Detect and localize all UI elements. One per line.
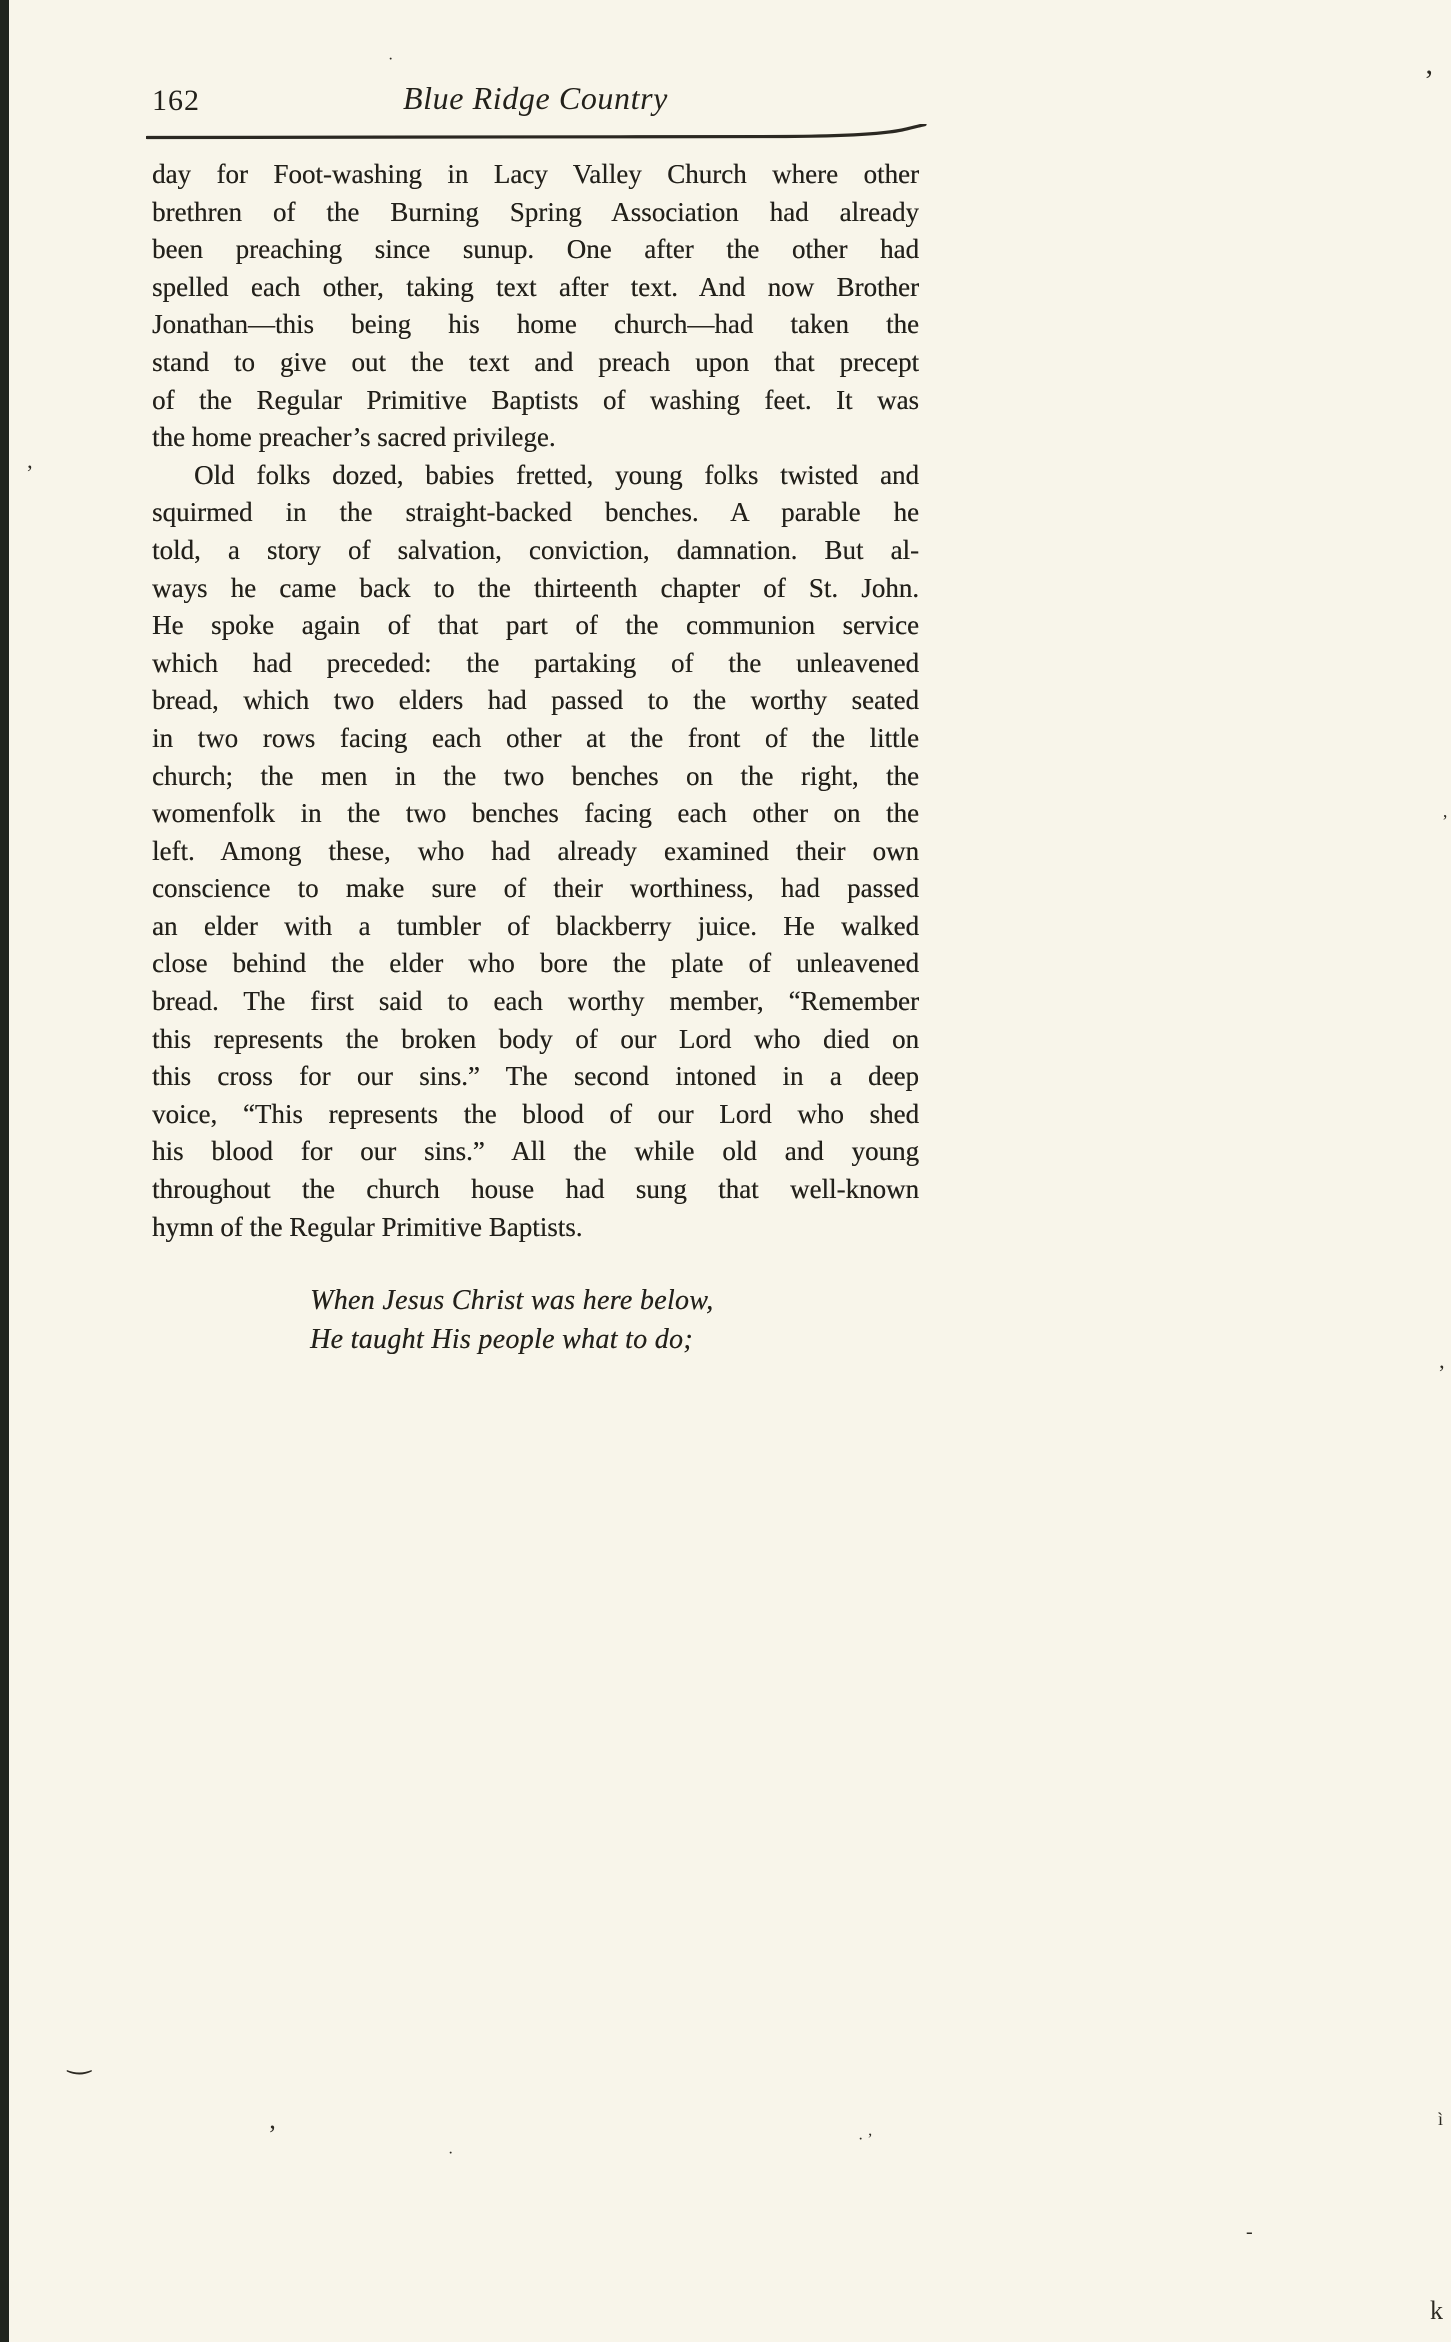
text-line: conscience to make sure of their worthiness, had passed	[152, 873, 919, 904]
text-line: which had preceded: the partaking of the unleavened	[152, 647, 919, 678]
text-line: stand to give out the text and preach upon that precept	[152, 346, 919, 377]
text-line: his blood for our sins.” All the while old and young	[152, 1136, 919, 1167]
text-line: been preaching since sunup. One after the other had	[152, 234, 919, 265]
scan-speck: -	[1246, 2221, 1253, 2243]
text-line: day for Foot-washing in Lacy Valley Church where other	[152, 159, 919, 189]
text-line: ways he came back to the thirteenth chapter of St. John.	[152, 572, 919, 603]
verse-line: When Jesus Christ was here below,	[310, 1285, 714, 1316]
text-line: voice, “This represents the blood of our Lord who shed	[152, 1098, 919, 1129]
text-line: this cross for our sins.” The second intoned in a deep	[152, 1061, 919, 1092]
scan-speck: ‿	[68, 2044, 91, 2075]
scan-speck: ’	[1424, 64, 1434, 97]
scan-speck: ·	[448, 2145, 454, 2162]
text-line: the home preacher’s sacred privilege.	[152, 422, 556, 453]
scan-speck: ’	[268, 2120, 277, 2149]
header-rule	[146, 124, 928, 142]
text-line: bread. The first said to each worthy member, “Remember	[152, 986, 919, 1017]
scan-speck: ·	[388, 51, 394, 68]
text-line: squirmed in the straight-backed benches. A parable he	[152, 497, 919, 528]
text-line: church; the men in the two benches on the right, the	[152, 760, 919, 791]
text-line: in two rows facing each other at the front of the little	[152, 722, 919, 753]
text-line: spelled each other, taking text after text. And now Brother	[152, 271, 919, 302]
text-line: throughout the church house had sung that well-known	[152, 1174, 919, 1205]
text-line: bread, which two elders had passed to the worthy seated	[152, 685, 919, 716]
text-line: hymn of the Regular Primitive Baptists.	[152, 1211, 583, 1242]
text-line: He spoke again of that part of the communion service	[152, 610, 919, 641]
hymn-verse	[310, 1282, 713, 1359]
scan-speck: ì	[1438, 2109, 1444, 2129]
text-line: Jonathan—this being his home church—had taken the	[152, 309, 919, 340]
text-line: an elder with a tumbler of blackberry juice. He walked	[152, 910, 919, 941]
scan-edge-left	[0, 0, 9, 2342]
page-number: 162	[152, 84, 200, 117]
scan-speck: ’	[1442, 811, 1448, 831]
scan-speck: · ’	[858, 2131, 873, 2148]
text-line: this represents the broken body of our Lord who died on	[152, 1023, 919, 1054]
text-line: brethren of the Burning Spring Association had already	[152, 196, 919, 227]
text-line: of the Regular Primitive Baptists of washing feet. It was	[152, 384, 919, 415]
text-line: left. Among these, who had already examined their own	[152, 835, 919, 866]
text-line: close behind the elder who bore the plate of unleavened	[152, 948, 919, 979]
text-line: womenfolk in the two benches facing each other on the	[152, 798, 919, 829]
scan-speck: ’	[1438, 1360, 1446, 1385]
body-text	[152, 156, 919, 1246]
scan-speck: k	[1430, 2296, 1443, 2325]
scan-speck: ’	[26, 460, 34, 485]
text-line: Old folks dozed, babies fretted, young folks twisted and	[194, 459, 919, 490]
running-title: Blue Ridge Country	[403, 80, 668, 116]
verse-line: He taught His people what to do;	[310, 1323, 693, 1355]
text-line: told, a story of salvation, conviction, damnation. But al-	[152, 534, 919, 565]
